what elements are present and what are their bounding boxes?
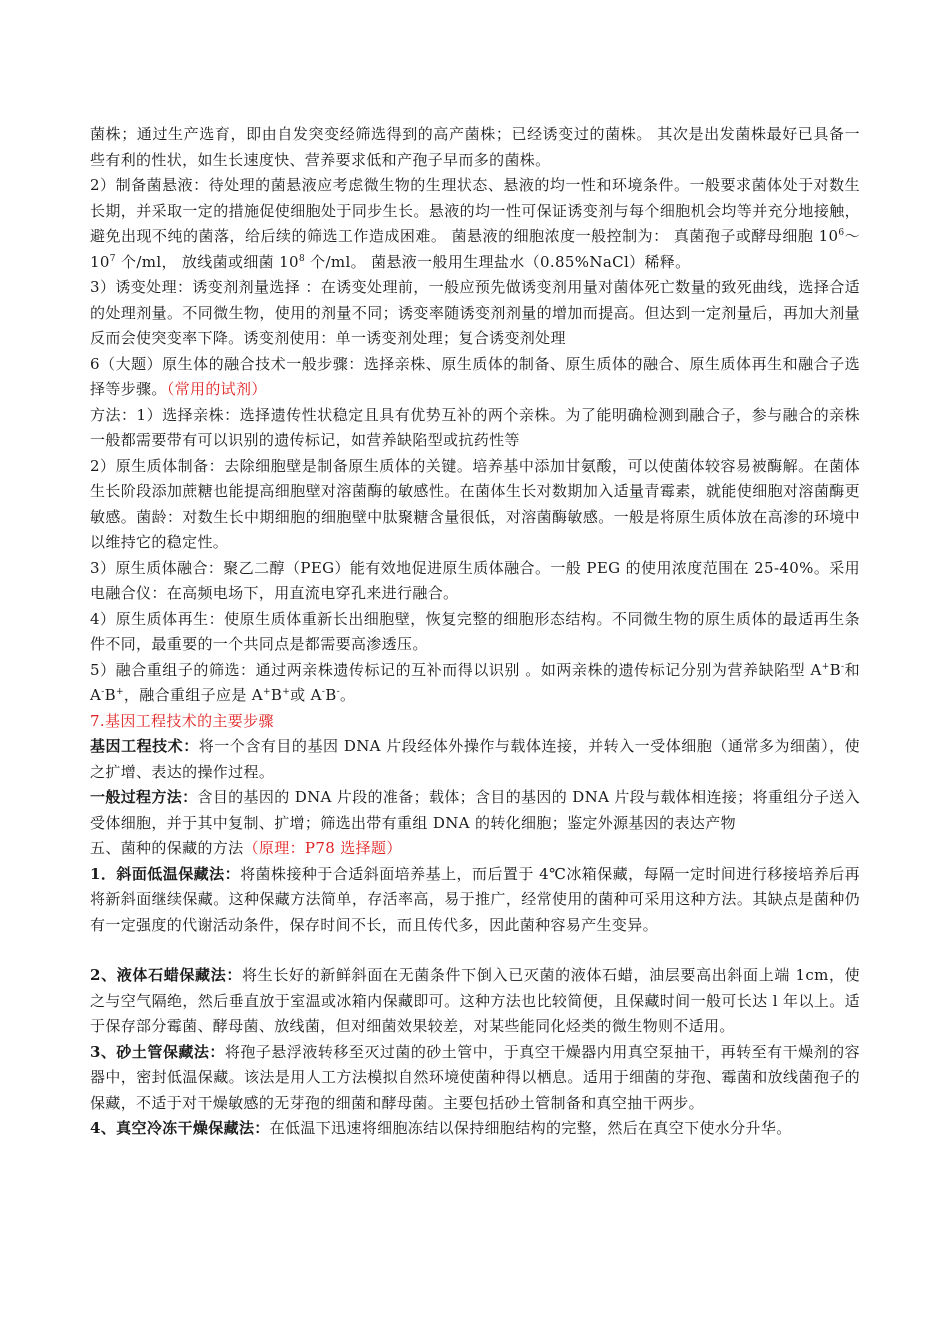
text: 5）融合重组子的筛选：通过两亲株遗传标记的互补而得以识别 。如两亲株的遗传标记分别为营养缺陷型 A (90, 660, 822, 679)
text: 3）原生质体融合：聚乙二醇（PEG）能有效地促进原生质体融合。一般 PEG 的使用浓度范围在 25-40%。采用电融合仪：在高频电场下，用直流电穿孔来进行融合。 (90, 558, 860, 602)
paragraph (90, 734, 860, 785)
paragraph (90, 785, 860, 836)
superscript: 7 (109, 253, 116, 264)
paragraph (90, 1116, 860, 1142)
paragraph (90, 403, 860, 454)
text: 3）诱变处理：诱变剂剂量选择 ：在诱变处理前，一般应预先做诱变剂用量对菌体死亡数量的致死曲线，选择合适的处理剂量。不同微生物，使用的剂量不同；诱变率随诱变剂剂量的增加而提高。但达到一定剂量后，再加大剂量反而会使突变率下降。诱变剂使用：单一诱变剂处理；复合诱变剂处理 (90, 278, 860, 347)
text: 6（大题）原生体的融合技术一般步骤：选择亲株、原生质体的制备、原生质体的融合、原生质体再生和融合子选择等步骤。 (90, 354, 860, 398)
paragraph (90, 862, 860, 939)
superscript: 6 (838, 228, 845, 238)
text: 个/ml， 放线菌或细菌 10 (115, 252, 299, 271)
superscript: + (115, 687, 124, 697)
section-heading-gene-engineering: 7.基因工程技术的主要步骤 (90, 711, 274, 730)
text: 含目的基因的 DNA 片段的准备；载体；含目的基因的 DNA 片段与载体相连接；将重组分子送入受体细胞，并于其中复制、扩增；筛选出带有重组 DNA 的转化细胞；鉴定外源基因的表达产物 (90, 788, 861, 832)
text: B (270, 686, 283, 704)
text: 将菌株接种于合适斜面培养基上，而后置于 4℃冰箱保藏，每隔一定时间进行移接培养后再将新斜面继续保藏。这种保藏方法简单，存活率高，易于推广，经常使用的菌种可采用这种方法。其缺点是菌种仍有一定强度的代谢活动条件，保存时间不长，而且传代多，因此菌种容易产生变异。 (90, 864, 860, 934)
superscript: - (101, 687, 105, 697)
superscript: - (336, 687, 341, 697)
text: 4）原生质体再生：使原生质体重新长出细胞壁，恢复完整的细胞形态结构。不同微生物的原生质体的最适再生条件不同，最重要的一个共同点是都需要高渗透压。 (90, 609, 860, 653)
text: 或 A (290, 686, 322, 704)
superscript: + (262, 687, 271, 697)
paragraph (90, 352, 860, 403)
red-note: （原理：P78 选择题） (243, 839, 402, 857)
text: 方法：1）选择亲株：选择遗传性状稳定且具有优势互补的两个亲株。为了能明确检测到融合子，参与融合的亲株一般都需要带有可以识别的遗传标记，如营养缺陷型或抗药性等 (90, 405, 860, 449)
paragraph (90, 454, 860, 556)
text: B (829, 660, 842, 679)
superscript: - (841, 661, 845, 672)
text: B (104, 686, 116, 704)
paragraph (90, 122, 860, 173)
text: 10 (818, 227, 839, 245)
text: ～10 (90, 227, 860, 271)
paragraph (90, 1040, 860, 1117)
superscript: 8 (298, 253, 306, 264)
text: 和 A (90, 660, 860, 704)
blank-line (90, 938, 860, 963)
bold-term: 4、真空冷冻干燥保藏法： (90, 1119, 270, 1137)
text: 2）制备菌悬液：待处理的菌悬液应考虑微生物的生理状态、悬液的均一性和环境条件。一般要求菌体处于对数生长期，并采取一定的措施促使细胞处于同步生长。悬液的均一性可保证诱变剂与每个细胞机会均等并充分地接触，避免出现不纯的菌落，给后续的筛选工作造成困难。 菌悬液的细胞浓度一般控制为： 真菌孢子或酵母细胞 (90, 176, 860, 245)
bold-term: 基因工程技术： (90, 737, 199, 755)
document-page (90, 122, 860, 1142)
superscript: + (282, 687, 291, 697)
text: 将一个含有目的基因 DNA 片段经体外操作与载体连接，并转入一受体细胞（通常多为细菌），使之扩增、表达的操作过程。 (90, 737, 860, 781)
text: B (325, 686, 337, 704)
paragraph (90, 275, 860, 352)
text: 2）原生质体制备：去除细胞壁是制备原生质体的关键。培养基中添加甘氨酸，可以使菌体较容易被酶解。在菌体生长阶段添加蔗糖也能提高细胞壁对溶菌酶的敏感性。在菌体生长对数期加入适量青霉素，就能使细胞对溶菌酶更敏感。菌龄：对数生长中期细胞的细胞壁中肽聚糖含量很低，对溶菌酶敏感。一般是将原生质体放在高渗的环境中以维持它的稳定性。 (90, 456, 860, 551)
heading-text: 五、菌种的保藏的方法 (90, 839, 244, 857)
text: 将孢子悬浮液转移至灭过菌的砂土管中，于真空干燥器内用真空泵抽干，再转至有干燥剂的容器中，密封低温保藏。该法是用人工方法模拟自然环境使菌种得以栖息。适用于细菌的芽孢、霉菌和放线菌孢子的保藏，不适于对干燥敏感的无芽孢的细菌和酵母菌。主要包括砂土管制备和真空抽干两步。 (90, 1042, 860, 1112)
text: 将生长好的新鲜斜面在无菌条件下倒入已灭菌的液体石蜡，油层要高出斜面上端 1cm，使之与空气隔绝，然后垂直放于室温或冰箱内保藏即可。这种方法也比较简便，且保藏时间一般可长达 l 年以上。适于保存部分霉菌、酵母菌、放线菌，但对细菌效果较差，对某些能同化烃类的微生物则不适用。 (90, 966, 860, 1035)
superscript: - (321, 687, 326, 697)
bold-term: 1．斜面低温保藏法： (90, 864, 241, 883)
red-note: （常用的试剂） (166, 380, 267, 398)
paragraph (90, 963, 860, 1040)
paragraph (90, 607, 860, 658)
text: 。 (340, 686, 356, 704)
text: 菌株；通过生产选育，即由自发突变经筛选得到的高产菌株；已经诱变过的菌株。 其次是出发菌株最好已具备一些有利的性状，如生长速度快、营养要求低和产孢子早而多的菌株。 (90, 125, 860, 169)
paragraph (90, 173, 860, 275)
bold-term: 3、砂土管保藏法： (90, 1042, 225, 1061)
text: 个/ml。 菌悬液一般用生理盐水（0.85%NaCl）稀释。 (305, 252, 691, 271)
text: ，融合重组子应是 A (123, 686, 263, 704)
bold-term: 一般过程方法： (90, 788, 198, 806)
bold-term: 2、液体石蜡保藏法： (90, 966, 243, 984)
section-heading-preservation (90, 836, 860, 862)
paragraph (90, 556, 860, 607)
paragraph (90, 658, 860, 709)
superscript: + (821, 661, 830, 672)
text: 在低温下迅速将细胞冻结以保持细胞结构的完整，然后在真空下使水分升华。 (269, 1119, 792, 1137)
